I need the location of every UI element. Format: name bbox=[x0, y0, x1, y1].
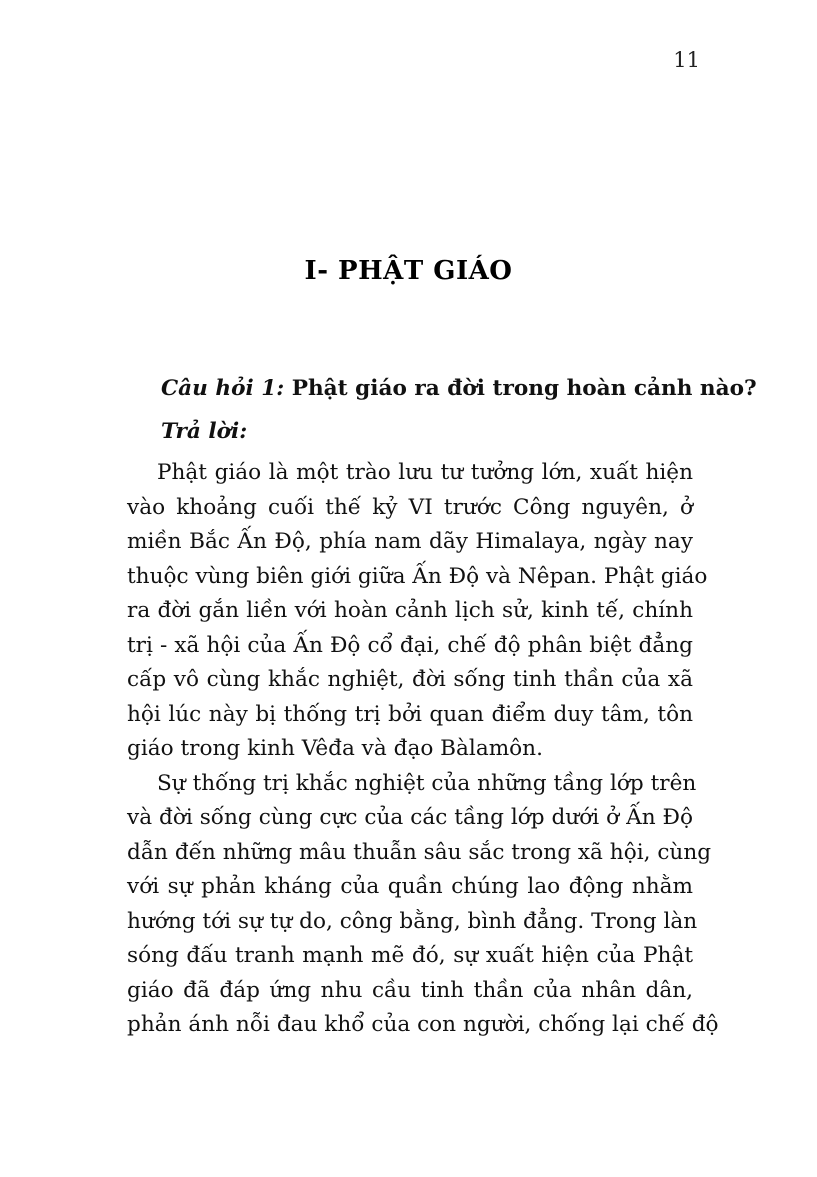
question-heading bbox=[127, 372, 757, 407]
text-line: thuộc vùng biên giới giữa Ấn Độ và Nêpan. Phật giáo bbox=[127, 563, 708, 589]
text-line: hội lúc này bị thống trị bởi quan điểm duy tâm, tôn bbox=[127, 701, 693, 727]
text-line: hướng tới sự tự do, công bằng, bình đẳng. Trong làn bbox=[127, 908, 698, 934]
question-text: Phật giáo ra đời trong hoàn cảnh nào? bbox=[291, 376, 757, 401]
chapter-title: I- PHẬT GIÁO bbox=[304, 256, 513, 286]
page-content bbox=[127, 372, 757, 1043]
question-label: Câu hỏi 1: bbox=[161, 376, 285, 401]
text-line: Phật giáo là một trào lưu tư tưởng lớn, xuất hiện bbox=[157, 460, 693, 485]
text-line: cấp vô cùng khắc nghiệt, đời sống tinh thần của xã bbox=[127, 667, 693, 692]
text-line: dẫn đến những mâu thuẫn sâu sắc trong xã hội, cùng bbox=[127, 839, 712, 865]
text-line: ra đời gắn liền với hoàn cảnh lịch sử, kinh tế, chính bbox=[127, 598, 693, 623]
text-line: và đời sống cùng cực của các tầng lớp dưới ở Ấn Độ bbox=[127, 805, 693, 830]
text-line: vào khoảng cuối thế kỷ VI trước Công nguyên, ở bbox=[127, 494, 693, 520]
answer-label: Trả lời: bbox=[161, 418, 248, 444]
paragraph-2 bbox=[127, 767, 719, 1043]
text-line: trị - xã hội của Ấn Độ cổ đại, chế độ phân biệt đẳng bbox=[127, 632, 693, 658]
text-line: giáo đã đáp ứng nhu cầu tinh thần của nhân dân, bbox=[127, 977, 693, 1003]
text-line: giáo trong kinh Vêđa và đạo Bàlamôn. bbox=[127, 736, 543, 761]
text-line: miền Bắc Ấn Độ, phía nam dãy Himalaya, ngày nay bbox=[127, 529, 693, 554]
text-line: sóng đấu tranh mạnh mẽ đó, sự xuất hiện của Phật bbox=[127, 943, 693, 968]
text-line: với sự phản kháng của quần chúng lao động nhằm bbox=[127, 874, 693, 899]
page-number: 11 bbox=[673, 48, 700, 72]
text-line: phản ánh nỗi đau khổ của con người, chống lại chế độ bbox=[127, 1012, 719, 1037]
text-line: Sự thống trị khắc nghiệt của những tầng lớp trên bbox=[157, 770, 697, 796]
paragraph-1 bbox=[127, 456, 708, 767]
